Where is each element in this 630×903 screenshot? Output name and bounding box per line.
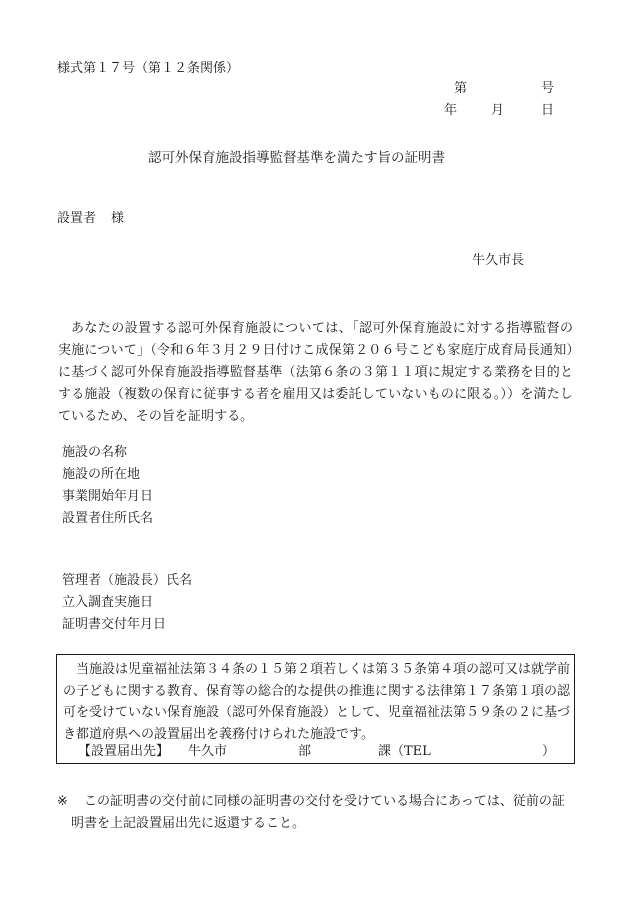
- field-facility-address: 施設の所在地: [62, 467, 141, 482]
- date-day-label: 日: [541, 103, 555, 118]
- addressee-honorific: 様: [111, 211, 125, 226]
- footnote-mark: ※: [57, 794, 68, 809]
- field-issue-date: 証明書交付年月日: [62, 617, 167, 632]
- form-number: 様式第１７号（第１２条関係）: [57, 61, 240, 76]
- field-start-date: 事業開始年月日: [62, 489, 154, 504]
- addressee-name: 設置者: [57, 211, 97, 226]
- date-year-label: 年: [444, 103, 458, 118]
- field-inspection-date: 立入調査実施日: [62, 595, 154, 610]
- certificate-body: あなたの設置する認可外保育施設については、「認可外保育施設に対する指導監督の実施について」（令和６年３月２９日付けこ成保第２０６号こども家庭庁成育局長通知）に基づく認可外保育施設指導監督基準（法第６条の３第１１項に規定する業務を目的とする施設（複数の保育に従事する者を雇用又は委託していないものに限る。））を満たしているため、その旨を証明する。: [58, 321, 573, 424]
- notice-text: 当施設は児童福祉法第３４条の１５第２項若しくは第３５条第４項の認可又は就学前の子どもに関する教育、保育等の総合的な提供の推進に関する法律第１７条第１項の認可を受けていない保育施設（認可外保育施設）として、児童福祉法第５９条の２に基づき都道府県への設置届出を義務付けられた施設です。: [63, 662, 571, 742]
- document-number-label: 第: [454, 81, 468, 96]
- field-founder-address-name: 設置者住所氏名: [62, 511, 154, 526]
- registration-department: 部: [298, 744, 312, 759]
- registration-close-paren: ）: [542, 744, 556, 759]
- date-month-label: 月: [491, 103, 505, 118]
- field-facility-name: 施設の名称: [62, 445, 128, 460]
- document-number-suffix: 号: [541, 81, 555, 96]
- footnote-text: この証明書の交付前に同様の証明書の交付を受けている場合にあっては、従前の証明書を上記設置届出先に返還すること。: [71, 794, 565, 831]
- document-title: 認可外保育施設指導監督基準を満たす旨の証明書: [148, 150, 445, 166]
- registration-section-tel: 課（TEL: [378, 744, 431, 759]
- notice-box: [56, 654, 575, 764]
- issuer: 牛久市長: [472, 253, 525, 268]
- registration-label: 【設置届出先】: [78, 744, 170, 759]
- registration-city: 牛久市: [188, 744, 228, 759]
- field-manager-name: 管理者（施設長）氏名: [62, 573, 193, 588]
